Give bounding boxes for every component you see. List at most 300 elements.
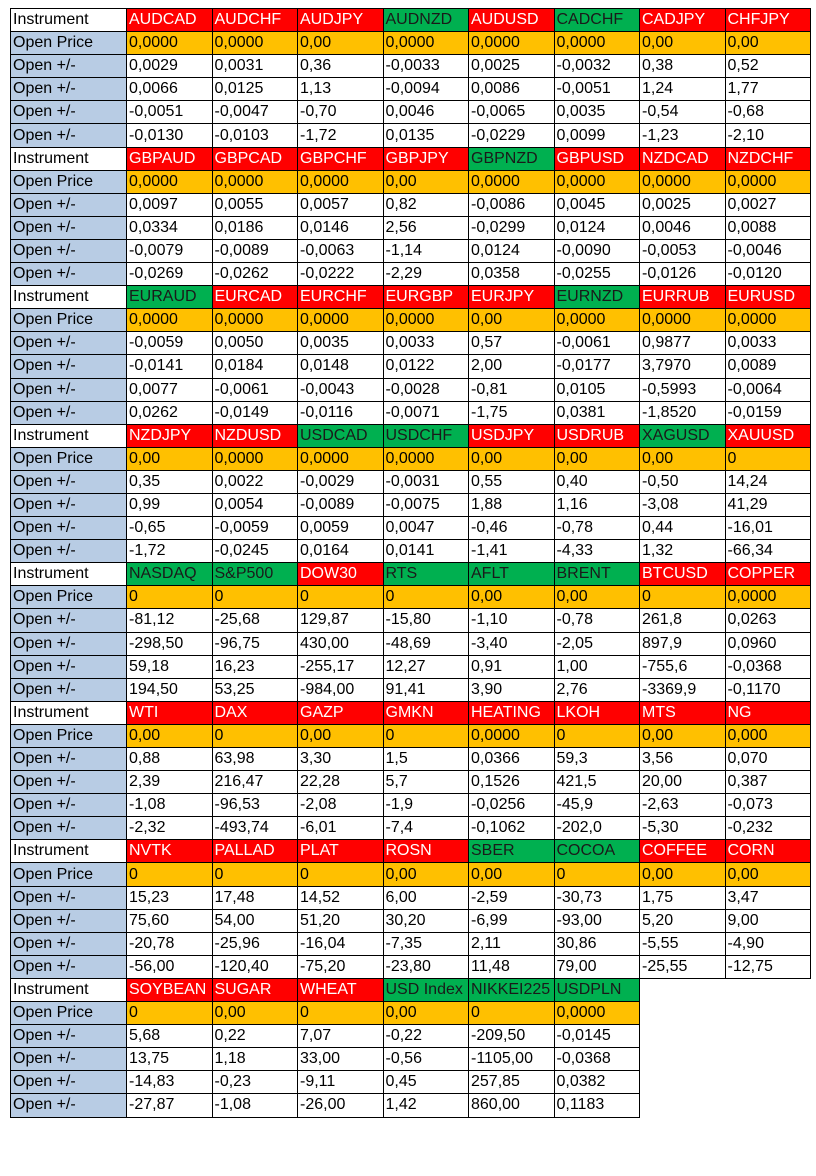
open-price-cell[interactable]: 0,0000 xyxy=(554,1002,640,1025)
open-change-cell[interactable]: 2,39 xyxy=(127,771,213,794)
instrument-name-cell[interactable]: LKOH xyxy=(554,701,640,724)
open-change-cell[interactable]: 9,00 xyxy=(725,909,811,932)
open-change-cell[interactable]: -0,0059 xyxy=(212,517,298,540)
instrument-name-cell[interactable]: EURUSD xyxy=(725,286,811,309)
open-change-cell[interactable]: -0,22 xyxy=(383,1025,469,1048)
open-price-cell[interactable]: 0,00 xyxy=(640,447,726,470)
open-change-cell[interactable]: 0,0050 xyxy=(212,332,298,355)
open-change-cell[interactable]: -81,12 xyxy=(127,609,213,632)
open-price-cell[interactable]: 0,0000 xyxy=(469,32,555,55)
instrument-name-cell[interactable]: GMKN xyxy=(383,701,469,724)
open-change-cell[interactable]: -0,78 xyxy=(554,609,640,632)
open-change-cell[interactable]: -2,63 xyxy=(640,794,726,817)
open-change-cell[interactable]: -2,29 xyxy=(383,263,469,286)
open-change-cell[interactable]: -202,0 xyxy=(554,817,640,840)
open-change-cell[interactable]: 1,32 xyxy=(640,540,726,563)
open-change-cell[interactable]: 0,38 xyxy=(640,55,726,78)
open-change-cell[interactable]: -120,40 xyxy=(212,955,298,978)
open-price-cell[interactable]: 0,0000 xyxy=(383,447,469,470)
open-change-cell[interactable]: 0,0046 xyxy=(383,101,469,124)
open-change-cell[interactable]: 0,0055 xyxy=(212,193,298,216)
open-change-cell[interactable]: 5,68 xyxy=(127,1025,213,1048)
open-change-cell[interactable]: 0,0089 xyxy=(725,355,811,378)
open-price-cell[interactable]: 0,00 xyxy=(469,309,555,332)
open-change-cell[interactable]: -7,35 xyxy=(383,932,469,955)
open-change-cell[interactable]: 1,16 xyxy=(554,493,640,516)
instrument-name-cell[interactable]: RTS xyxy=(383,563,469,586)
open-change-cell[interactable]: -0,46 xyxy=(469,517,555,540)
open-change-cell[interactable]: -0,0130 xyxy=(127,124,213,147)
open-price-cell[interactable]: 0 xyxy=(127,586,213,609)
open-change-cell[interactable]: 30,86 xyxy=(554,932,640,955)
open-change-cell[interactable]: -15,80 xyxy=(383,609,469,632)
open-change-cell[interactable]: 860,00 xyxy=(469,1094,555,1117)
open-change-cell[interactable]: 1,18 xyxy=(212,1048,298,1071)
open-change-cell[interactable]: -1,72 xyxy=(298,124,384,147)
open-change-cell[interactable]: 0,1183 xyxy=(554,1094,640,1117)
open-change-cell[interactable]: -0,0051 xyxy=(554,78,640,101)
open-change-cell[interactable]: -0,0149 xyxy=(212,401,298,424)
open-change-cell[interactable]: -755,6 xyxy=(640,655,726,678)
open-change-cell[interactable]: 0,0124 xyxy=(469,239,555,262)
open-change-cell[interactable]: -45,9 xyxy=(554,794,640,817)
open-change-cell[interactable]: -0,232 xyxy=(725,817,811,840)
open-change-cell[interactable]: -96,53 xyxy=(212,794,298,817)
instrument-name-cell[interactable]: CHFJPY xyxy=(725,9,811,32)
open-change-cell[interactable]: 0,91 xyxy=(469,655,555,678)
instrument-name-cell[interactable]: CORN xyxy=(725,840,811,863)
open-change-cell[interactable]: 257,85 xyxy=(469,1071,555,1094)
open-price-cell[interactable]: 0 xyxy=(383,724,469,747)
open-change-cell[interactable]: 0,0047 xyxy=(383,517,469,540)
open-change-cell[interactable]: 0,0135 xyxy=(383,124,469,147)
open-change-cell[interactable]: 1,13 xyxy=(298,78,384,101)
instrument-name-cell[interactable]: GBPAUD xyxy=(127,147,213,170)
open-price-cell[interactable]: 0,00 xyxy=(469,863,555,886)
open-change-cell[interactable]: -0,0043 xyxy=(298,378,384,401)
open-price-cell[interactable]: 0,00 xyxy=(640,863,726,886)
instrument-name-cell[interactable]: EURGBP xyxy=(383,286,469,309)
instrument-name-cell[interactable]: AUDCAD xyxy=(127,9,213,32)
open-price-cell[interactable]: 0,0000 xyxy=(640,170,726,193)
open-price-cell[interactable]: 0,0000 xyxy=(554,309,640,332)
open-change-cell[interactable]: 20,00 xyxy=(640,771,726,794)
open-change-cell[interactable]: 0,0088 xyxy=(725,216,811,239)
open-price-cell[interactable]: 0,0000 xyxy=(127,309,213,332)
open-change-cell[interactable]: -0,78 xyxy=(554,517,640,540)
instrument-name-cell[interactable]: SBER xyxy=(469,840,555,863)
open-price-cell[interactable]: 0,0000 xyxy=(640,309,726,332)
open-change-cell[interactable]: -27,87 xyxy=(127,1094,213,1117)
open-change-cell[interactable]: -0,0269 xyxy=(127,263,213,286)
instrument-name-cell[interactable]: COFFEE xyxy=(640,840,726,863)
open-change-cell[interactable]: 0,0122 xyxy=(383,355,469,378)
open-price-cell[interactable]: 0 xyxy=(725,447,811,470)
open-change-cell[interactable]: 30,20 xyxy=(383,909,469,932)
open-change-cell[interactable]: -0,0256 xyxy=(469,794,555,817)
open-change-cell[interactable]: 16,23 xyxy=(212,655,298,678)
open-change-cell[interactable]: -0,0061 xyxy=(554,332,640,355)
open-change-cell[interactable]: -0,5993 xyxy=(640,378,726,401)
open-change-cell[interactable]: -255,17 xyxy=(298,655,384,678)
open-change-cell[interactable]: 3,7970 xyxy=(640,355,726,378)
open-change-cell[interactable]: -3369,9 xyxy=(640,678,726,701)
instrument-name-cell[interactable]: NG xyxy=(725,701,811,724)
open-change-cell[interactable]: -0,0033 xyxy=(383,55,469,78)
open-price-cell[interactable]: 0,00 xyxy=(383,170,469,193)
open-change-cell[interactable]: 2,00 xyxy=(469,355,555,378)
open-change-cell[interactable]: -1105,00 xyxy=(469,1048,555,1071)
open-change-cell[interactable]: -0,0059 xyxy=(127,332,213,355)
open-change-cell[interactable]: -7,4 xyxy=(383,817,469,840)
open-change-cell[interactable]: 0,0035 xyxy=(554,101,640,124)
open-change-cell[interactable]: -0,0126 xyxy=(640,263,726,286)
instrument-name-cell[interactable]: USDCAD xyxy=(298,424,384,447)
open-price-cell[interactable]: 0,00 xyxy=(298,32,384,55)
open-change-cell[interactable]: 3,56 xyxy=(640,748,726,771)
open-price-cell[interactable]: 0,0000 xyxy=(298,447,384,470)
open-change-cell[interactable]: 1,42 xyxy=(383,1094,469,1117)
open-change-cell[interactable]: 0,0025 xyxy=(469,55,555,78)
open-price-cell[interactable]: 0 xyxy=(127,863,213,886)
open-change-cell[interactable]: 0,0066 xyxy=(127,78,213,101)
open-change-cell[interactable]: 14,52 xyxy=(298,886,384,909)
open-change-cell[interactable]: -56,00 xyxy=(127,955,213,978)
instrument-name-cell[interactable]: COPPER xyxy=(725,563,811,586)
open-change-cell[interactable]: 0,82 xyxy=(383,193,469,216)
open-price-cell[interactable]: 0 xyxy=(640,586,726,609)
open-change-cell[interactable]: -1,08 xyxy=(212,1094,298,1117)
instrument-name-cell[interactable]: ROSN xyxy=(383,840,469,863)
open-change-cell[interactable]: 0,0960 xyxy=(725,632,811,655)
open-change-cell[interactable]: -2,10 xyxy=(725,124,811,147)
open-change-cell[interactable]: 13,75 xyxy=(127,1048,213,1071)
open-change-cell[interactable]: -0,0255 xyxy=(554,263,640,286)
open-price-cell[interactable]: 0 xyxy=(127,1002,213,1025)
open-price-cell[interactable]: 0,0000 xyxy=(383,309,469,332)
open-price-cell[interactable]: 0,00 xyxy=(725,863,811,886)
open-price-cell[interactable]: 0,00 xyxy=(554,586,640,609)
instrument-name-cell[interactable]: USD Index xyxy=(383,978,469,1001)
open-change-cell[interactable]: -0,0089 xyxy=(212,239,298,262)
open-change-cell[interactable]: 0,0105 xyxy=(554,378,640,401)
open-change-cell[interactable]: -0,0299 xyxy=(469,216,555,239)
open-change-cell[interactable]: -93,00 xyxy=(554,909,640,932)
open-price-cell[interactable]: 0,0000 xyxy=(554,170,640,193)
open-change-cell[interactable]: 0,1526 xyxy=(469,771,555,794)
open-change-cell[interactable]: 1,75 xyxy=(640,886,726,909)
open-change-cell[interactable]: -0,0141 xyxy=(127,355,213,378)
open-change-cell[interactable]: 897,9 xyxy=(640,632,726,655)
open-change-cell[interactable]: -0,0368 xyxy=(554,1048,640,1071)
instrument-name-cell[interactable]: SUGAR xyxy=(212,978,298,1001)
open-change-cell[interactable]: -0,0222 xyxy=(298,263,384,286)
open-change-cell[interactable]: 1,24 xyxy=(640,78,726,101)
open-change-cell[interactable]: 261,8 xyxy=(640,609,726,632)
open-change-cell[interactable]: -96,75 xyxy=(212,632,298,655)
open-change-cell[interactable]: 0,0045 xyxy=(554,193,640,216)
open-change-cell[interactable]: 0,0057 xyxy=(298,193,384,216)
open-change-cell[interactable]: 3,47 xyxy=(725,886,811,909)
open-change-cell[interactable]: -26,00 xyxy=(298,1094,384,1117)
open-change-cell[interactable]: 41,29 xyxy=(725,493,811,516)
open-change-cell[interactable]: 1,88 xyxy=(469,493,555,516)
instrument-name-cell[interactable]: PALLAD xyxy=(212,840,298,863)
open-change-cell[interactable]: -1,14 xyxy=(383,239,469,262)
open-change-cell[interactable]: 0,88 xyxy=(127,748,213,771)
instrument-name-cell[interactable]: BRENT xyxy=(554,563,640,586)
open-change-cell[interactable]: -6,99 xyxy=(469,909,555,932)
open-price-cell[interactable]: 0,0000 xyxy=(725,586,811,609)
instrument-name-cell[interactable]: EURCHF xyxy=(298,286,384,309)
open-price-cell[interactable]: 0,0000 xyxy=(127,32,213,55)
instrument-name-cell[interactable]: WHEAT xyxy=(298,978,384,1001)
open-change-cell[interactable]: 0,35 xyxy=(127,470,213,493)
open-change-cell[interactable]: 0,0029 xyxy=(127,55,213,78)
open-change-cell[interactable]: -4,33 xyxy=(554,540,640,563)
instrument-name-cell[interactable]: AUDCHF xyxy=(212,9,298,32)
open-change-cell[interactable]: 129,87 xyxy=(298,609,384,632)
open-change-cell[interactable]: -0,68 xyxy=(725,101,811,124)
open-price-cell[interactable]: 0,0000 xyxy=(469,170,555,193)
open-price-cell[interactable]: 0 xyxy=(554,724,640,747)
open-change-cell[interactable]: 63,98 xyxy=(212,748,298,771)
open-price-cell[interactable]: 0,0000 xyxy=(212,309,298,332)
open-price-cell[interactable]: 0 xyxy=(554,863,640,886)
open-price-cell[interactable]: 0,0000 xyxy=(469,724,555,747)
open-change-cell[interactable]: 421,5 xyxy=(554,771,640,794)
open-change-cell[interactable]: -4,90 xyxy=(725,932,811,955)
open-change-cell[interactable]: -0,0368 xyxy=(725,655,811,678)
open-change-cell[interactable]: -0,70 xyxy=(298,101,384,124)
open-price-cell[interactable]: 0 xyxy=(298,863,384,886)
instrument-name-cell[interactable]: EURRUB xyxy=(640,286,726,309)
instrument-name-cell[interactable]: USDJPY xyxy=(469,424,555,447)
open-change-cell[interactable]: -14,83 xyxy=(127,1071,213,1094)
open-change-cell[interactable]: 2,76 xyxy=(554,678,640,701)
open-change-cell[interactable]: -0,0159 xyxy=(725,401,811,424)
open-price-cell[interactable]: 0,00 xyxy=(640,32,726,55)
open-change-cell[interactable]: 0,99 xyxy=(127,493,213,516)
open-change-cell[interactable]: 54,00 xyxy=(212,909,298,932)
open-price-cell[interactable]: 0,0000 xyxy=(554,32,640,55)
open-change-cell[interactable]: 0,0046 xyxy=(640,216,726,239)
open-price-cell[interactable]: 0 xyxy=(212,586,298,609)
open-change-cell[interactable]: 0,0031 xyxy=(212,55,298,78)
open-change-cell[interactable]: 0,9877 xyxy=(640,332,726,355)
open-change-cell[interactable]: 0,0086 xyxy=(469,78,555,101)
open-change-cell[interactable]: -1,10 xyxy=(469,609,555,632)
instrument-name-cell[interactable]: NVTK xyxy=(127,840,213,863)
open-change-cell[interactable]: 0,0097 xyxy=(127,193,213,216)
instrument-name-cell[interactable]: EURAUD xyxy=(127,286,213,309)
open-change-cell[interactable]: -2,32 xyxy=(127,817,213,840)
open-change-cell[interactable]: -0,0051 xyxy=(127,101,213,124)
open-change-cell[interactable]: -1,8520 xyxy=(640,401,726,424)
open-change-cell[interactable]: 0,0381 xyxy=(554,401,640,424)
open-change-cell[interactable]: -2,05 xyxy=(554,632,640,655)
open-change-cell[interactable]: -1,9 xyxy=(383,794,469,817)
instrument-name-cell[interactable]: USDRUB xyxy=(554,424,640,447)
instrument-name-cell[interactable]: WTI xyxy=(127,701,213,724)
open-price-cell[interactable]: 0,00 xyxy=(640,724,726,747)
open-price-cell[interactable]: 0,0000 xyxy=(212,447,298,470)
instrument-name-cell[interactable]: NZDCHF xyxy=(725,147,811,170)
instrument-name-cell[interactable]: XAGUSD xyxy=(640,424,726,447)
instrument-name-cell[interactable]: USDPLN xyxy=(554,978,640,1001)
open-change-cell[interactable]: 216,47 xyxy=(212,771,298,794)
instrument-name-cell[interactable]: CADCHF xyxy=(554,9,640,32)
open-change-cell[interactable]: 194,50 xyxy=(127,678,213,701)
open-change-cell[interactable]: -0,0145 xyxy=(554,1025,640,1048)
open-change-cell[interactable]: 0,40 xyxy=(554,470,640,493)
open-change-cell[interactable]: 15,23 xyxy=(127,886,213,909)
open-change-cell[interactable]: -0,0089 xyxy=(298,493,384,516)
open-change-cell[interactable]: -0,81 xyxy=(469,378,555,401)
open-change-cell[interactable]: -0,54 xyxy=(640,101,726,124)
open-change-cell[interactable]: -0,0064 xyxy=(725,378,811,401)
open-price-cell[interactable]: 0,00 xyxy=(127,447,213,470)
open-change-cell[interactable]: -16,04 xyxy=(298,932,384,955)
open-change-cell[interactable]: -0,0103 xyxy=(212,124,298,147)
open-price-cell[interactable]: 0,0000 xyxy=(725,309,811,332)
open-change-cell[interactable]: -0,0071 xyxy=(383,401,469,424)
open-price-cell[interactable]: 0 xyxy=(298,1002,384,1025)
open-change-cell[interactable]: -6,01 xyxy=(298,817,384,840)
open-change-cell[interactable]: 0,0054 xyxy=(212,493,298,516)
instrument-name-cell[interactable]: EURNZD xyxy=(554,286,640,309)
open-change-cell[interactable]: -5,55 xyxy=(640,932,726,955)
open-change-cell[interactable]: -0,0061 xyxy=(212,378,298,401)
open-change-cell[interactable]: -984,00 xyxy=(298,678,384,701)
open-change-cell[interactable]: -0,0116 xyxy=(298,401,384,424)
open-change-cell[interactable]: -209,50 xyxy=(469,1025,555,1048)
open-change-cell[interactable]: -0,0031 xyxy=(383,470,469,493)
instrument-name-cell[interactable]: SOYBEAN xyxy=(127,978,213,1001)
open-change-cell[interactable]: 7,07 xyxy=(298,1025,384,1048)
open-change-cell[interactable]: 2,56 xyxy=(383,216,469,239)
open-change-cell[interactable]: 0,070 xyxy=(725,748,811,771)
instrument-name-cell[interactable]: AFLT xyxy=(469,563,555,586)
open-change-cell[interactable]: -0,073 xyxy=(725,794,811,817)
open-change-cell[interactable]: 0,0164 xyxy=(298,540,384,563)
open-change-cell[interactable]: 0,0125 xyxy=(212,78,298,101)
open-price-cell[interactable]: 0,0000 xyxy=(127,170,213,193)
open-change-cell[interactable]: 75,60 xyxy=(127,909,213,932)
open-change-cell[interactable]: -0,56 xyxy=(383,1048,469,1071)
open-change-cell[interactable]: 0,0124 xyxy=(554,216,640,239)
open-price-cell[interactable]: 0,00 xyxy=(383,863,469,886)
open-change-cell[interactable]: -0,0028 xyxy=(383,378,469,401)
open-change-cell[interactable]: -5,30 xyxy=(640,817,726,840)
open-change-cell[interactable]: -25,55 xyxy=(640,955,726,978)
instrument-name-cell[interactable]: AUDUSD xyxy=(469,9,555,32)
instrument-name-cell[interactable]: XAUUSD xyxy=(725,424,811,447)
open-change-cell[interactable]: -1,41 xyxy=(469,540,555,563)
open-change-cell[interactable]: -1,72 xyxy=(127,540,213,563)
open-change-cell[interactable]: -0,0029 xyxy=(298,470,384,493)
open-change-cell[interactable]: -30,73 xyxy=(554,886,640,909)
open-price-cell[interactable]: 0,0000 xyxy=(298,170,384,193)
open-change-cell[interactable]: 0,36 xyxy=(298,55,384,78)
open-change-cell[interactable]: 0,0033 xyxy=(383,332,469,355)
open-price-cell[interactable]: 0 xyxy=(383,586,469,609)
open-change-cell[interactable]: -0,0262 xyxy=(212,263,298,286)
open-change-cell[interactable]: 0,0366 xyxy=(469,748,555,771)
instrument-name-cell[interactable]: GBPCAD xyxy=(212,147,298,170)
open-change-cell[interactable]: -0,0090 xyxy=(554,239,640,262)
open-change-cell[interactable]: 0,0263 xyxy=(725,609,811,632)
open-change-cell[interactable]: 1,00 xyxy=(554,655,640,678)
open-change-cell[interactable]: 1,77 xyxy=(725,78,811,101)
open-change-cell[interactable]: 5,20 xyxy=(640,909,726,932)
instrument-name-cell[interactable]: NZDJPY xyxy=(127,424,213,447)
open-change-cell[interactable]: 0,0382 xyxy=(554,1071,640,1094)
open-change-cell[interactable]: -16,01 xyxy=(725,517,811,540)
open-price-cell[interactable]: 0,00 xyxy=(554,447,640,470)
open-change-cell[interactable]: -0,0065 xyxy=(469,101,555,124)
open-change-cell[interactable]: 3,30 xyxy=(298,748,384,771)
open-change-cell[interactable]: 79,00 xyxy=(554,955,640,978)
open-change-cell[interactable]: 0,0262 xyxy=(127,401,213,424)
open-change-cell[interactable]: -25,96 xyxy=(212,932,298,955)
open-change-cell[interactable]: -0,0120 xyxy=(725,263,811,286)
open-price-cell[interactable]: 0 xyxy=(469,1002,555,1025)
open-price-cell[interactable]: 0 xyxy=(298,586,384,609)
open-price-cell[interactable]: 0,0000 xyxy=(725,170,811,193)
open-change-cell[interactable]: -298,50 xyxy=(127,632,213,655)
open-price-cell[interactable]: 0 xyxy=(212,863,298,886)
open-change-cell[interactable]: 0,0141 xyxy=(383,540,469,563)
open-change-cell[interactable]: 12,27 xyxy=(383,655,469,678)
open-change-cell[interactable]: -0,0094 xyxy=(383,78,469,101)
open-change-cell[interactable]: 0,57 xyxy=(469,332,555,355)
open-change-cell[interactable]: -0,0032 xyxy=(554,55,640,78)
open-change-cell[interactable]: 0,0146 xyxy=(298,216,384,239)
open-change-cell[interactable]: -0,1170 xyxy=(725,678,811,701)
open-change-cell[interactable]: 0,0099 xyxy=(554,124,640,147)
open-change-cell[interactable]: 5,7 xyxy=(383,771,469,794)
open-change-cell[interactable]: -12,75 xyxy=(725,955,811,978)
open-change-cell[interactable]: -1,23 xyxy=(640,124,726,147)
open-change-cell[interactable]: 0,0033 xyxy=(725,332,811,355)
open-change-cell[interactable]: 0,0334 xyxy=(127,216,213,239)
open-change-cell[interactable]: -0,0046 xyxy=(725,239,811,262)
instrument-name-cell[interactable]: GBPJPY xyxy=(383,147,469,170)
open-change-cell[interactable]: 14,24 xyxy=(725,470,811,493)
open-change-cell[interactable]: 0,55 xyxy=(469,470,555,493)
open-change-cell[interactable]: 17,48 xyxy=(212,886,298,909)
open-change-cell[interactable]: -3,40 xyxy=(469,632,555,655)
instrument-name-cell[interactable]: USDCHF xyxy=(383,424,469,447)
instrument-name-cell[interactable]: GBPUSD xyxy=(554,147,640,170)
instrument-name-cell[interactable]: GBPNZD xyxy=(469,147,555,170)
open-change-cell[interactable]: 0,0077 xyxy=(127,378,213,401)
open-change-cell[interactable]: 0,45 xyxy=(383,1071,469,1094)
open-change-cell[interactable]: -0,0063 xyxy=(298,239,384,262)
instrument-name-cell[interactable]: DAX xyxy=(212,701,298,724)
open-price-cell[interactable]: 0,0000 xyxy=(298,309,384,332)
open-change-cell[interactable]: -0,0245 xyxy=(212,540,298,563)
instrument-name-cell[interactable]: NZDCAD xyxy=(640,147,726,170)
instrument-name-cell[interactable]: NASDAQ xyxy=(127,563,213,586)
open-change-cell[interactable]: 0,0184 xyxy=(212,355,298,378)
open-change-cell[interactable]: -2,08 xyxy=(298,794,384,817)
open-change-cell[interactable]: 0,44 xyxy=(640,517,726,540)
open-price-cell[interactable]: 0,00 xyxy=(725,32,811,55)
open-change-cell[interactable]: 22,28 xyxy=(298,771,384,794)
open-change-cell[interactable]: -25,68 xyxy=(212,609,298,632)
